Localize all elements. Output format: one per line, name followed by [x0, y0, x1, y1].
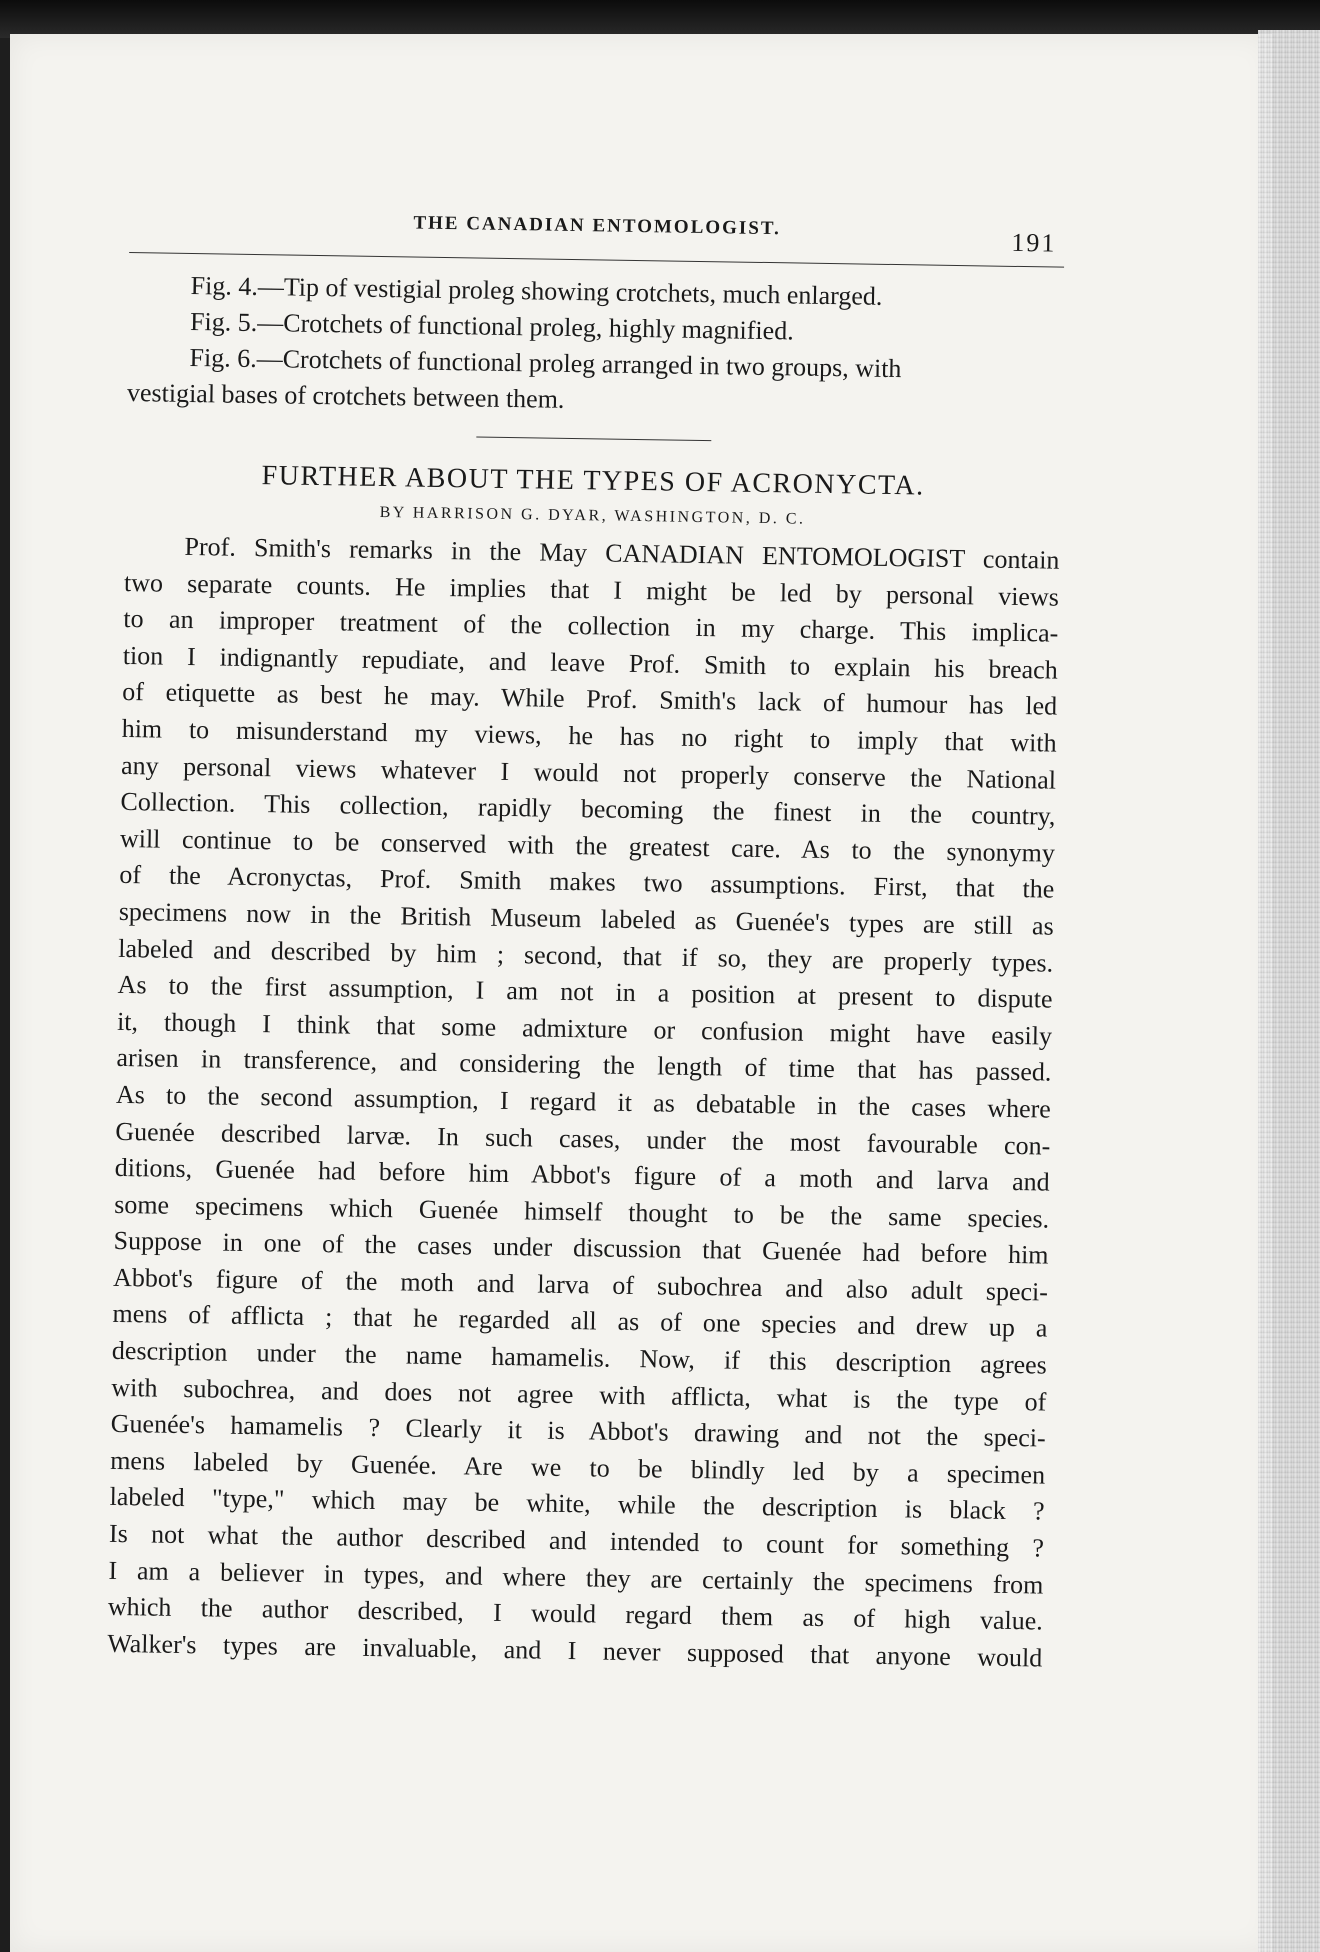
- body-line: to an improper treatment of the collection in my charge. This implica-: [123, 604, 1059, 648]
- section-divider: [476, 436, 711, 441]
- body-line: As to the second assumption, I regard it as debatable in the cases where: [115, 1079, 1052, 1124]
- body-line: Collection. This collection, rapidly becoming the finest in the country,: [120, 787, 1056, 831]
- body-line: Prof. Smith's remarks in the May CANADIAN ENTOMOLOGIST contain: [184, 531, 1060, 575]
- page-content: [107, 200, 1065, 1677]
- figure-captions: [127, 267, 1064, 426]
- body-line: Is not what the author described and intended to count for something ?: [108, 1518, 1045, 1563]
- body-line: some specimens which Guenée himself thought to be the same species.: [113, 1189, 1050, 1234]
- body-line: mens of afflicta ; that he regarded all as of one species and drew up a: [112, 1299, 1048, 1344]
- body-line: will continue to be conserved with the greatest care. As to the synonymy: [119, 823, 1056, 868]
- article-byline: BY HARRISON G. DYAR, WASHINGTON, D. C.: [379, 503, 806, 528]
- body-line: description under the name hamamelis. Now, if this description agrees: [111, 1335, 1048, 1380]
- article-body: [107, 528, 1060, 1677]
- body-line: tion I indignantly repudiate, and leave Prof. Smith to explain his breach: [122, 640, 1058, 685]
- body-line: of etiquette as best he may. While Prof. Smith's lack of humour has led: [122, 677, 1058, 721]
- body-line: Walker's types are invaluable, and I never supposed that anyone would: [107, 1628, 1043, 1673]
- body-line: two separate counts. He implies that I might be led by personal views: [123, 567, 1060, 612]
- body-line: Abbot's figure of the moth and larva of subochrea and also adult speci-: [112, 1262, 1049, 1307]
- body-line: any personal views whatever I would not properly conserve the National: [120, 750, 1057, 795]
- caption-fig-6: Fig. 6.—Crotchets of functional proleg arranged in two groups, with: [189, 342, 902, 384]
- body-line: mens labeled by Guenée. Are we to be blindly led by a specimen: [109, 1445, 1046, 1490]
- caption-fig-5: Fig. 5.—Crotchets of functional proleg, highly magnified.: [189, 306, 794, 346]
- running-title: THE CANADIAN ENTOMOLOGIST.: [413, 212, 782, 240]
- scan-border-top: [0, 0, 1320, 38]
- body-line: which the author described, I would regard them as of high value.: [107, 1592, 1044, 1636]
- body-line: Suppose in one of the cases under discussion that Guenée had before him: [113, 1226, 1049, 1270]
- body-line: I am a believer in types, and where they are certainly the specimens from: [108, 1555, 1044, 1600]
- body-line: Guenée described larvæ. In such cases, under the most favourable con-: [115, 1116, 1051, 1161]
- body-line: ditions, Guenée had before him Abbot's figure of a moth and larva and: [114, 1152, 1050, 1197]
- body-line: As to the first assumption, I am not in a position at present to dispute: [117, 970, 1053, 1014]
- page-number: 191: [1011, 227, 1057, 258]
- body-line: of the Acronyctas, Prof. Smith makes two assumptions. First, that the: [119, 860, 1055, 904]
- body-line: it, though I think that some admixture or confusion might have easily: [116, 1006, 1053, 1051]
- body-line: arisen in transference, and considering the length of time that has passed.: [116, 1043, 1052, 1087]
- caption-fig-6-continued: vestigial bases of crotchets between them.: [126, 377, 565, 414]
- article-title: FURTHER ABOUT THE TYPES OF ACRONYCTA.: [261, 460, 925, 502]
- page-stack-edge: [1258, 30, 1320, 1952]
- body-line: labeled and described by him ; second, that if so, they are properly types.: [118, 933, 1054, 978]
- body-line: Guenée's hamamelis ? Clearly it is Abbot's drawing and not the speci-: [110, 1409, 1046, 1453]
- body-line: specimens now in the British Museum labeled as Guenée's types are still as: [118, 896, 1054, 941]
- body-line: labeled "type," which may be white, while the description is black ?: [109, 1482, 1045, 1526]
- caption-fig-4: Fig. 4.—Tip of vestigial proleg showing crotchets, much enlarged.: [190, 270, 883, 311]
- body-line: with subochrea, and does not agree with afflicta, what is the type of: [111, 1372, 1047, 1417]
- body-line: him to misunderstand my views, he has no right to imply that with: [121, 713, 1057, 758]
